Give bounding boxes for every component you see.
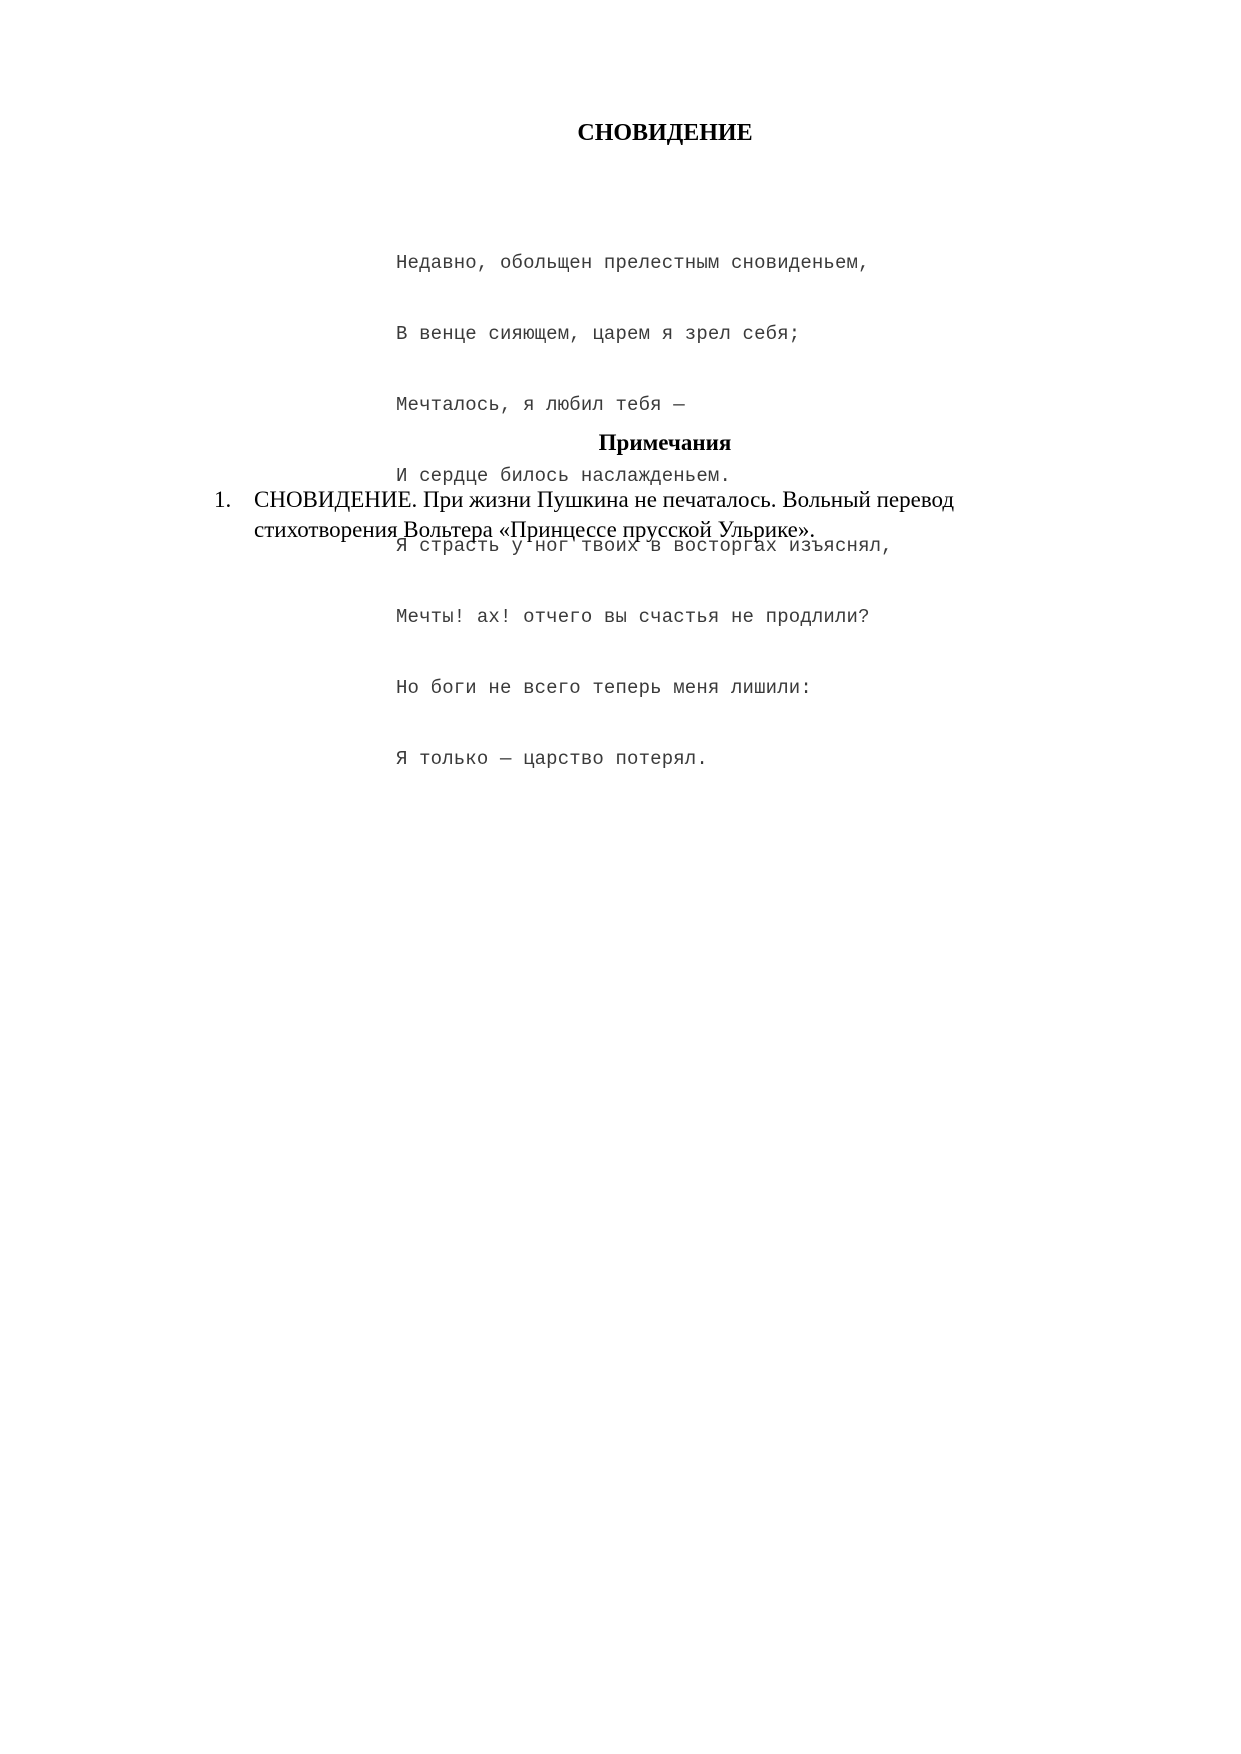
- notes-heading: Примечания: [598, 430, 732, 455]
- poem-line: Недавно, обольщен прелестным сновиденьем,: [396, 252, 870, 275]
- poem-line: Мечталось, я любил тебя —: [396, 393, 685, 416]
- poem-line: Я только — царство потерял.: [396, 747, 708, 770]
- poem-line: И сердце билось наслажденьем.: [396, 464, 732, 487]
- note-number: 1.: [214, 487, 232, 512]
- poem-line: В венце сияющем, царем я зрел себя;: [396, 322, 801, 345]
- poem-line: Но боги не всего теперь меня лишили:: [396, 676, 812, 699]
- notes-list: [214, 485, 1044, 545]
- poem-line: Я страсть у ног твоих в восторгах изъяснял,: [396, 535, 893, 558]
- note-item: [214, 485, 1044, 545]
- note-text: СНОВИДЕНИЕ. При жизни Пушкина не печаталось. Вольный перевод стихотворения Вольтера «Принцессе прусской Ульрике».: [254, 487, 955, 542]
- poem-line: Мечты! ах! отчего вы счастья не продлили?: [396, 606, 870, 629]
- poem-title: СНОВИДЕНИЕ: [577, 120, 753, 146]
